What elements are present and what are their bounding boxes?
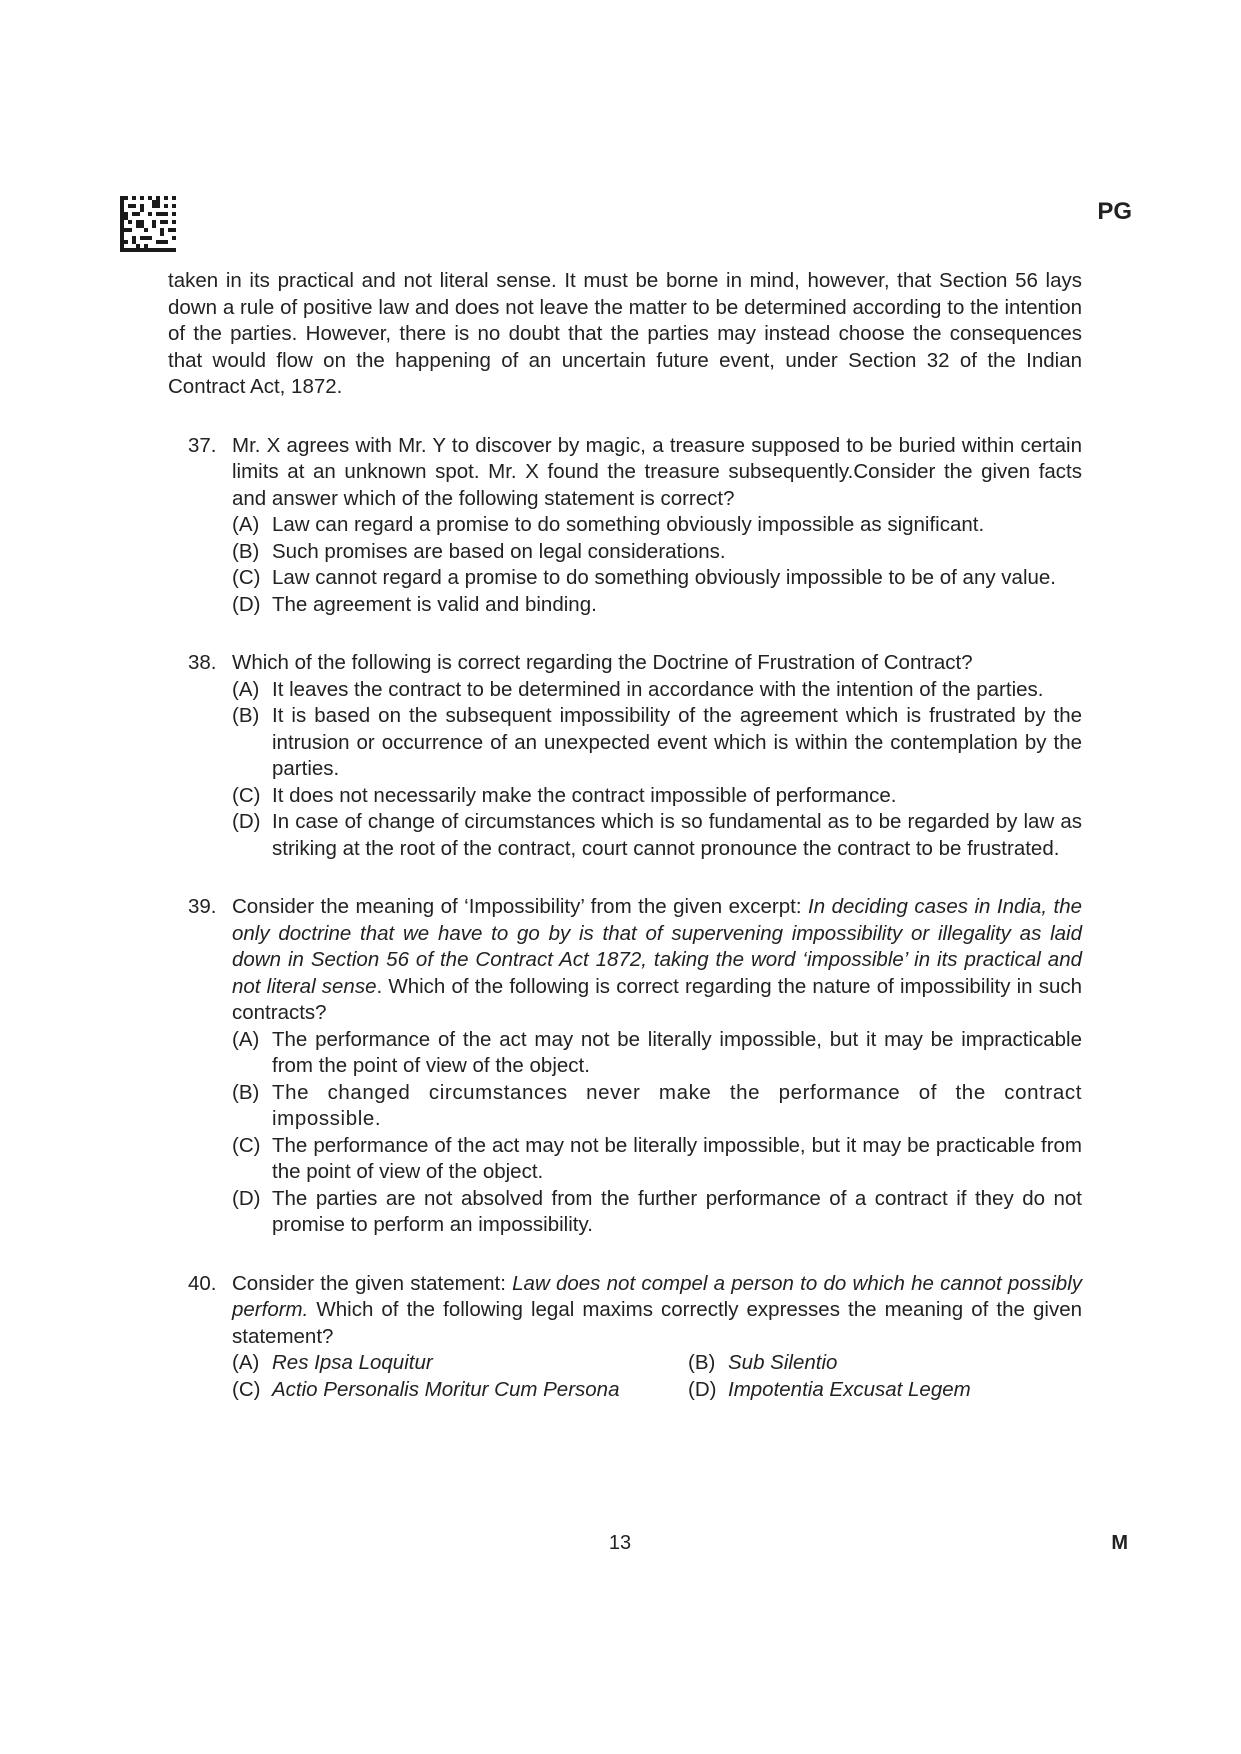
options-grid <box>232 1350 1082 1403</box>
option-b[interactable] <box>232 1080 1082 1133</box>
question-39 <box>168 894 1082 1239</box>
option-label: (B) <box>232 539 260 563</box>
question-40 <box>168 1271 1082 1404</box>
option-b[interactable] <box>232 539 1082 566</box>
page-number: 13 <box>608 1532 632 1554</box>
options-list <box>232 677 1082 863</box>
option-label: (D) <box>688 1377 717 1401</box>
option-c[interactable] <box>232 565 1082 592</box>
option-text: The performance of the act may not be literally impossible, but it may be practicable from the point of view of the object. <box>272 1133 1082 1183</box>
option-label: (C) <box>232 566 261 589</box>
qr-code-icon <box>120 196 176 252</box>
question-number: 40. <box>188 1271 217 1295</box>
option-a[interactable] <box>232 1027 1082 1080</box>
question-text: Mr. X agrees with Mr. Y to discover by magic, a treasure supposed to be buried within certain limits at an unknown spot. Mr. X found the treasure subsequently.Consider the given facts and answer which of the following statement is correct? <box>232 433 1082 510</box>
option-text: Impotentia Excusat Legem <box>728 1377 971 1401</box>
paper-code: PG <box>1097 198 1132 225</box>
option-text: It does not necessarily make the contract impossible of performance. <box>272 783 897 807</box>
option-c[interactable] <box>232 783 1082 810</box>
quoted-excerpt: In deciding cases in India, the only doctrine that we have to go by is that of supervening impossibility or illegality as laid down in Section 56 of the Contract Act 1872, taking the word ‘impossible’ in its practical and not literal sense <box>232 895 1083 998</box>
option-label: (A) <box>232 513 260 536</box>
option-text: Such promises are based on legal considerations. <box>272 539 726 563</box>
option-label: (A) <box>232 677 260 701</box>
option-a[interactable] <box>232 677 1082 704</box>
option-label: (A) <box>232 1351 260 1374</box>
option-label: (A) <box>232 1027 260 1051</box>
option-d[interactable] <box>232 1186 1082 1239</box>
options-list <box>232 512 1082 618</box>
option-text: The performance of the act may not be literally impossible, but it may be impracticable from the point of view of the object. <box>272 1027 1082 1077</box>
question-number: 38. <box>188 651 217 674</box>
option-label: (D) <box>232 810 261 833</box>
option-d[interactable] <box>232 809 1082 862</box>
option-text: The changed circumstances never make the performance of the contract impossible. <box>272 1080 1082 1130</box>
option-text: Sub Silentio <box>728 1351 838 1374</box>
quoted-statement: Law does not compel a person to do which he cannot possibly perform. <box>232 1271 1082 1321</box>
option-label: (B) <box>688 1351 716 1374</box>
page-content <box>168 268 1082 1403</box>
question-text-lead: Consider the meaning of ‘Impossibility’ from the given excerpt: <box>232 895 808 918</box>
option-text: It is based on the subsequent impossibility of the agreement which is frustrated by the intrusion or occurrence of an unexpected event which is within the contemplation by the parties. <box>272 704 1082 780</box>
question-number: 37. <box>188 433 217 457</box>
option-d[interactable] <box>688 1377 1088 1404</box>
option-text: Law cannot regard a promise to do something obviously impossible to be of any value. <box>272 566 1057 589</box>
option-label: (D) <box>232 592 261 616</box>
option-text: The parties are not absolved from the further performance of a contract if they do not promise to perform an impossibility. <box>272 1186 1082 1236</box>
question-text-tail: Which of the following legal maxims correctly expresses the meaning of the given statement? <box>232 1298 1082 1348</box>
option-text: The agreement is valid and binding. <box>272 592 597 616</box>
question-text <box>232 894 1082 1027</box>
option-label: (B) <box>232 704 260 727</box>
option-d[interactable] <box>232 592 1082 619</box>
option-text: Law can regard a promise to do something obviously impossible as significant. <box>272 513 985 536</box>
option-text: Actio Personalis Moritur Cum Persona <box>272 1377 620 1401</box>
option-c[interactable] <box>232 1133 1082 1186</box>
option-a[interactable] <box>232 1350 688 1377</box>
question-text-lead: Consider the given statement: <box>232 1271 513 1295</box>
option-label: (C) <box>232 1133 261 1157</box>
question-37 <box>168 433 1082 619</box>
option-label: (D) <box>232 1186 261 1210</box>
question-text: Which of the following is correct regarding the Doctrine of Frustration of Contract? <box>232 651 973 674</box>
option-text: In case of change of circumstances which is so fundamental as to be regarded by law as striking at the root of the contract, court cannot pronounce the contract to be frustrated. <box>272 810 1082 860</box>
option-text: Res Ipsa Loquitur <box>272 1351 433 1374</box>
question-text-tail: . Which of the following is correct regarding the nature of impossibility in such contracts? <box>232 974 1082 1024</box>
question-38 <box>168 650 1082 862</box>
question-number: 39. <box>188 895 217 918</box>
option-b[interactable] <box>232 703 1082 783</box>
option-text: It leaves the contract to be determined in accordance with the intention of the parties. <box>272 677 1044 701</box>
set-code: M <box>1111 1532 1128 1554</box>
option-label: (C) <box>232 783 261 807</box>
options-list <box>232 1027 1082 1239</box>
option-label: (B) <box>232 1080 260 1104</box>
intro-paragraph: taken in its practical and not literal sense. It must be borne in mind, however, that Section 56 lays down a rule of positive law and does not leave the matter to be determined according to the intention of the parties. However, there is no doubt that the parties may instead choose the consequences that would flow on the happening of an uncertain future event, under Section 32 of the Indian Contract Act, 1872. <box>168 269 1082 398</box>
option-label: (C) <box>232 1377 261 1401</box>
option-c[interactable] <box>232 1377 688 1404</box>
option-a[interactable] <box>232 512 1082 539</box>
question-text <box>232 1271 1082 1351</box>
option-b[interactable] <box>688 1350 1088 1377</box>
